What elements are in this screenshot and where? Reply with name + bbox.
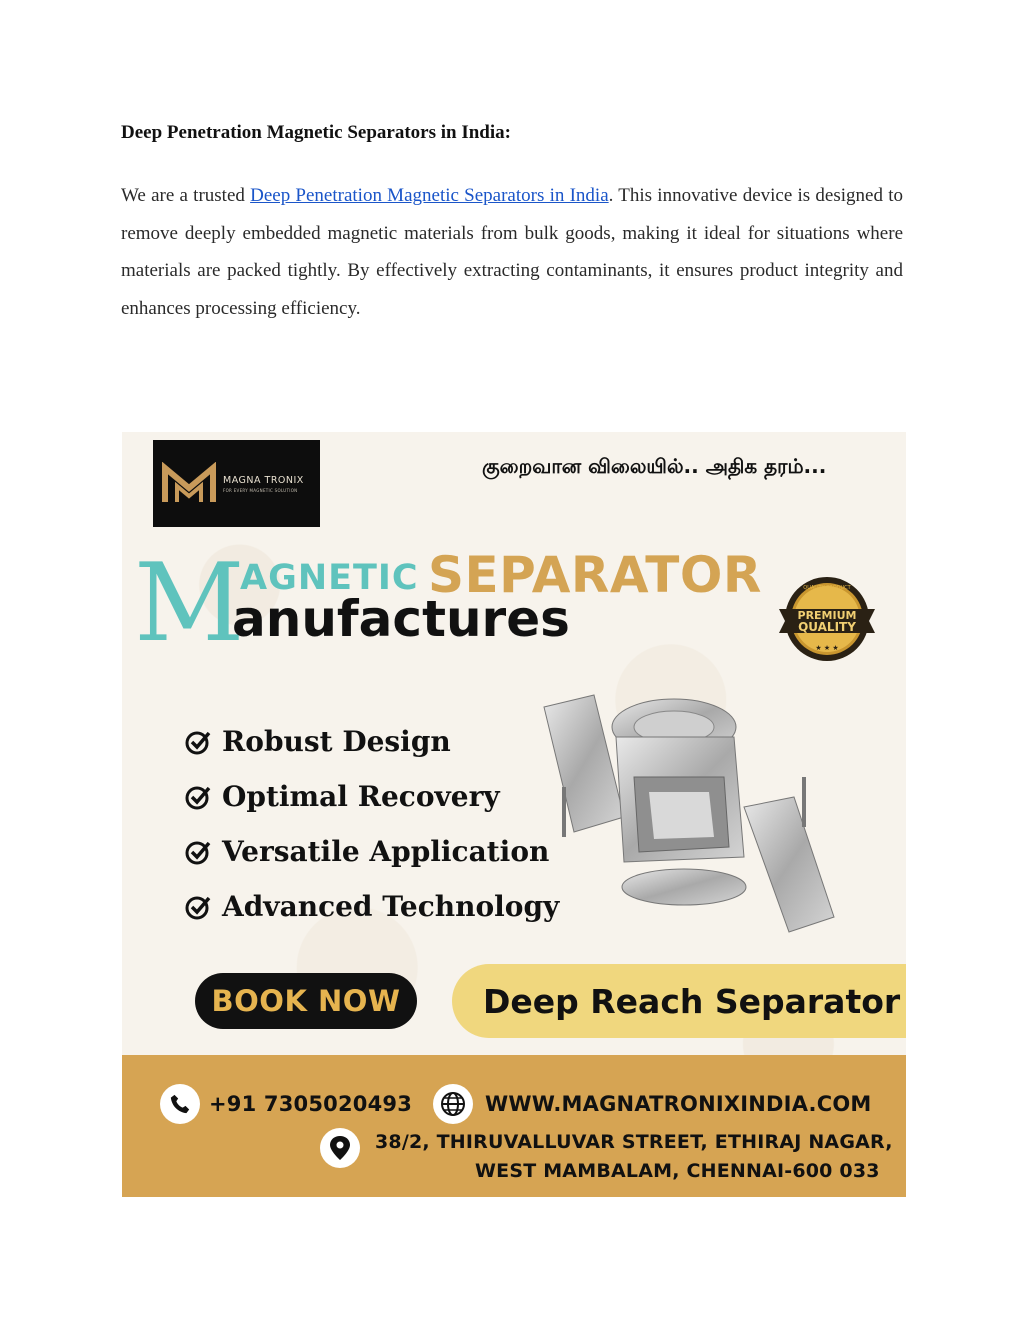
product-name: Deep Reach Separator bbox=[483, 981, 901, 1021]
globe-icon bbox=[433, 1084, 473, 1124]
contact-footer bbox=[122, 1055, 906, 1197]
separator-product-image bbox=[534, 687, 844, 947]
title-manufactures: anufactures bbox=[232, 590, 570, 648]
book-now-button[interactable]: BOOK NOW bbox=[195, 973, 417, 1029]
phone-icon bbox=[160, 1084, 200, 1124]
para-prefix: We are a trusted bbox=[121, 185, 251, 206]
check-circle-icon bbox=[184, 893, 212, 921]
location-pin-icon bbox=[320, 1128, 360, 1168]
premium-quality-badge-icon bbox=[777, 575, 877, 663]
product-name-pill bbox=[452, 964, 906, 1038]
svg-text:★ ★ ★: ★ ★ ★ bbox=[815, 644, 839, 652]
website-url: WWW.MAGNATRONIXINDIA.COM bbox=[485, 1092, 872, 1116]
feature-list bbox=[184, 714, 559, 934]
feature-item bbox=[184, 769, 559, 824]
address-line-1: 38/2, THIRUVALLUVAR STREET, ETHIRAJ NAGAR, bbox=[375, 1131, 893, 1153]
check-circle-icon bbox=[184, 783, 212, 811]
page-heading: Deep Penetration Magnetic Separators in India: bbox=[121, 122, 511, 143]
feature-label: Robust Design bbox=[222, 725, 451, 758]
feature-label: Optimal Recovery bbox=[222, 780, 500, 813]
title-agnetic: AGNETIC bbox=[240, 558, 419, 598]
logo-tagline: FOR EVERY MAGNETIC SOLUTION bbox=[223, 487, 298, 493]
check-circle-icon bbox=[184, 728, 212, 756]
separators-link[interactable]: Deep Penetration Magnetic Separators in India bbox=[250, 185, 609, 206]
company-logo bbox=[153, 440, 320, 527]
feature-item bbox=[184, 824, 559, 879]
badge-ring-text: QUALITY PRODUCT bbox=[803, 585, 851, 591]
logo-m-mark-icon bbox=[161, 462, 217, 506]
feature-item bbox=[184, 879, 559, 934]
logo-name: MAGNA TRONIX bbox=[223, 474, 304, 486]
badge-line2: QUALITY bbox=[798, 620, 856, 634]
title-big-letter: M bbox=[134, 541, 245, 666]
tamil-tagline: குறைவான விலையில்.. அதிக தரம்... bbox=[482, 454, 827, 478]
feature-label: Advanced Technology bbox=[222, 890, 560, 923]
feature-label: Versatile Application bbox=[222, 835, 550, 868]
para-suffix: . This innovative device is designed to remove deeply embedded magnetic materials from bulk goods, making it ideal for situations where materials are packed tightly. By effectively extracting contaminants, it ensures product integrity and enhances processing efficiency. bbox=[121, 185, 903, 319]
check-circle-icon bbox=[184, 838, 212, 866]
phone-number: +91 7305020493 bbox=[209, 1092, 413, 1116]
title-separator: SEPARATOR bbox=[428, 546, 762, 604]
intro-paragraph bbox=[121, 177, 903, 327]
promo-banner-image bbox=[122, 432, 906, 1197]
address-line-2: WEST MAMBALAM, CHENNAI-600 033 bbox=[475, 1160, 880, 1182]
feature-item bbox=[184, 714, 559, 769]
badge-line1: PREMIUM bbox=[797, 609, 857, 622]
